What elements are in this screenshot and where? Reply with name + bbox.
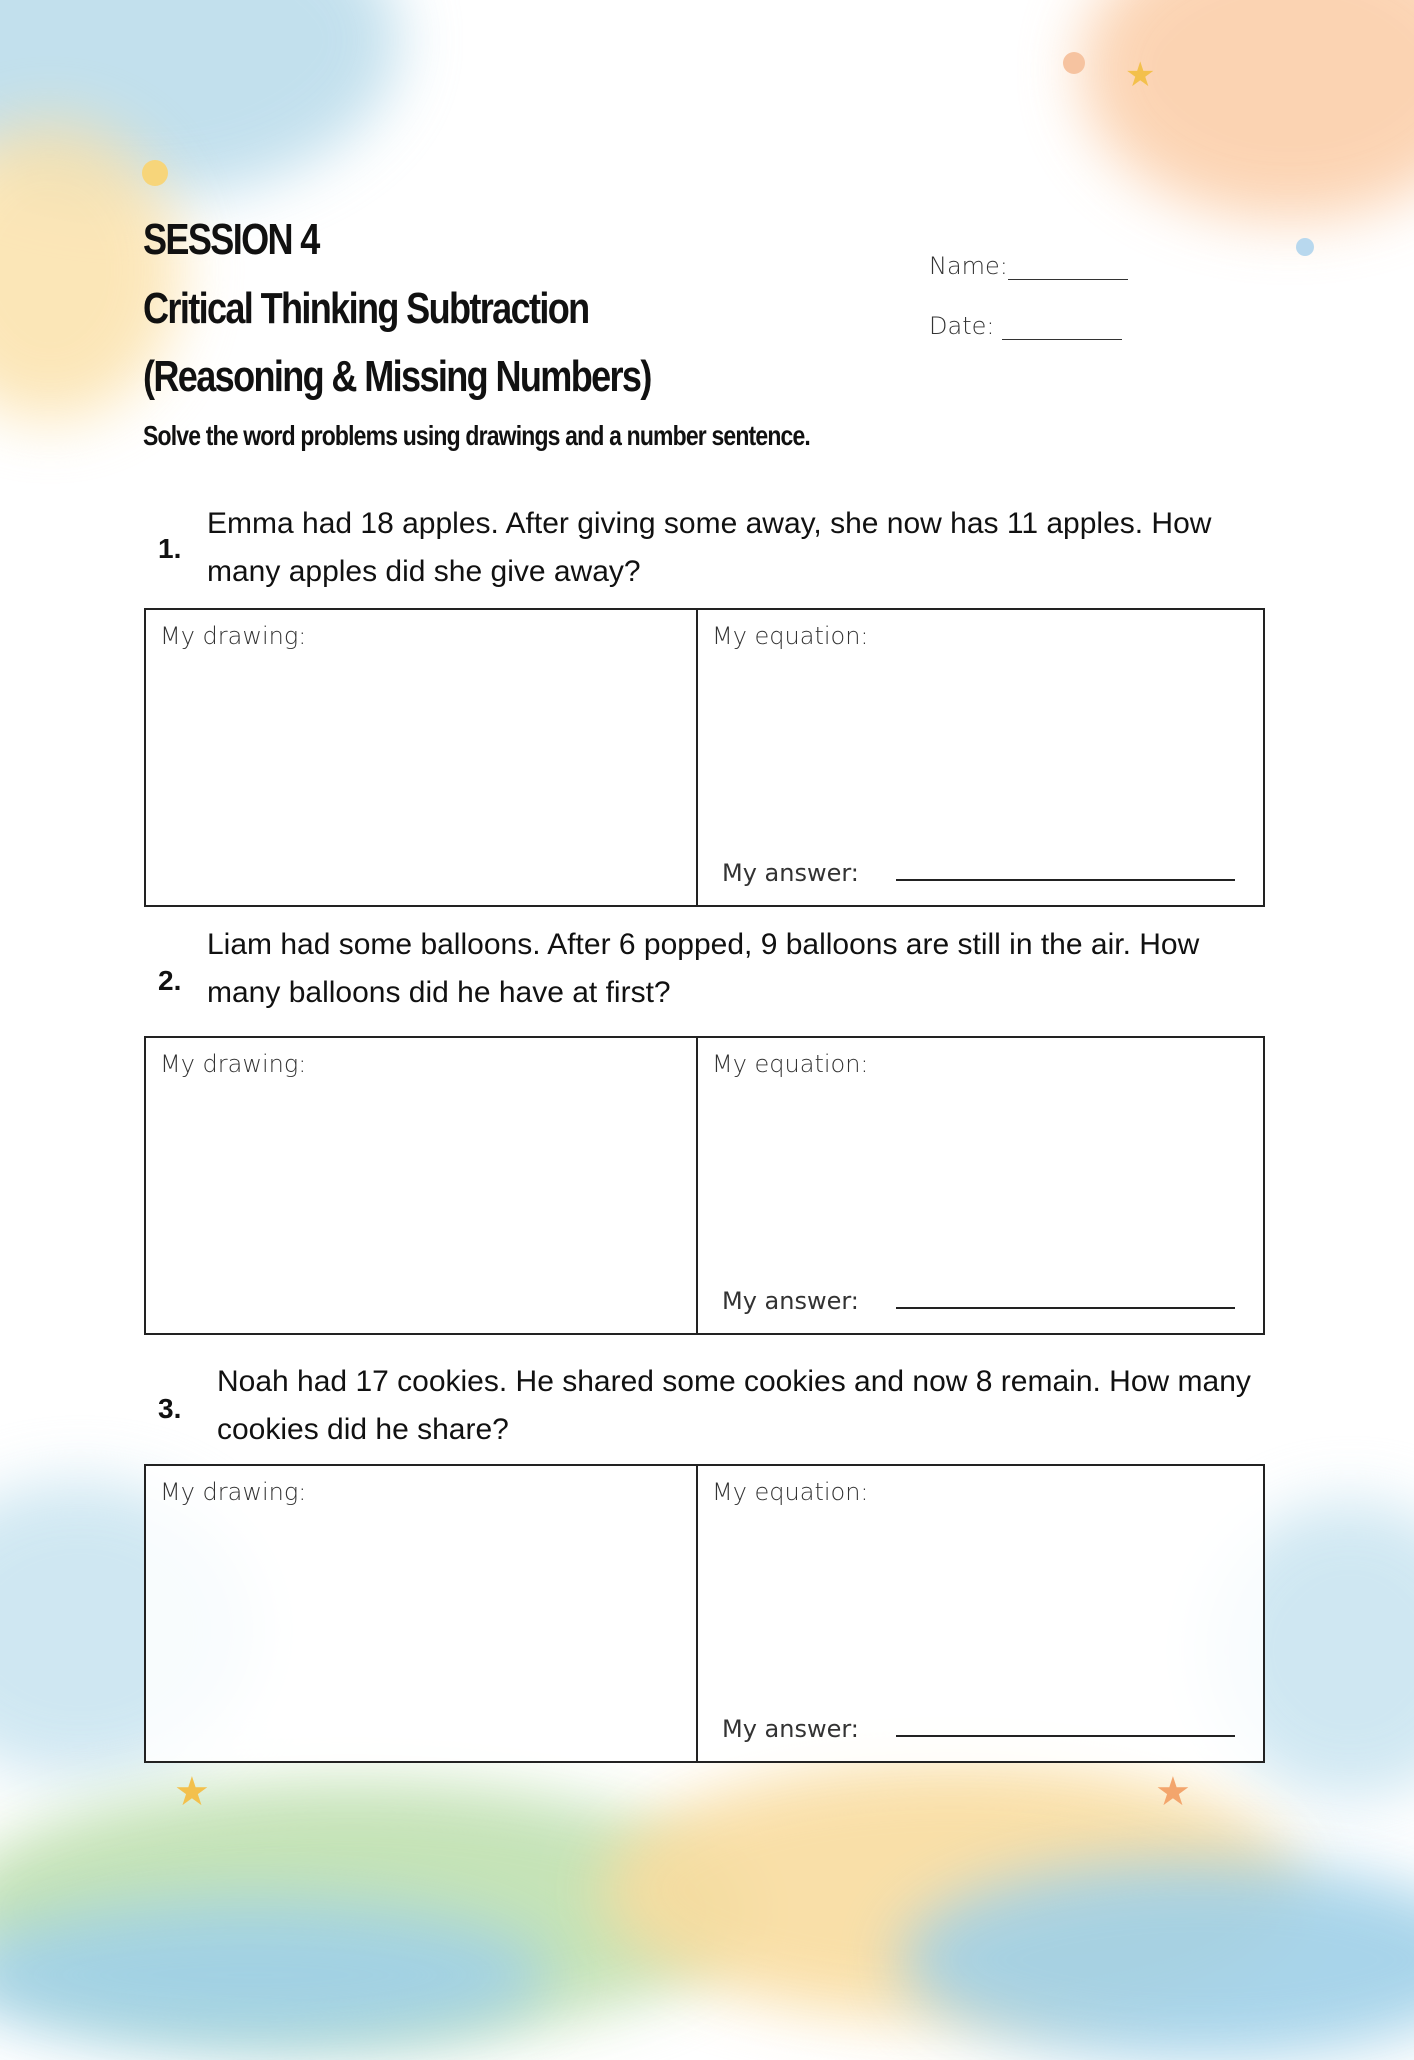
drawing-area[interactable] bbox=[146, 610, 698, 905]
answer-label: My answer: bbox=[722, 1287, 859, 1315]
question-number: 3. bbox=[158, 1393, 182, 1424]
question-line: many apples did she give away? bbox=[207, 555, 641, 588]
question-number: 1. bbox=[158, 533, 182, 564]
drawing-label: My drawing: bbox=[160, 1050, 307, 1078]
equation-area[interactable] bbox=[698, 1466, 1263, 1761]
instructions: Solve the word problems using drawings and a number sentence. bbox=[143, 420, 810, 451]
date-line[interactable] bbox=[1002, 319, 1122, 340]
answer-box bbox=[144, 608, 1265, 907]
answer-box bbox=[144, 1036, 1265, 1335]
page-title: Critical Thinking Subtraction bbox=[143, 284, 589, 333]
equation-area[interactable] bbox=[698, 610, 1263, 905]
name-line[interactable] bbox=[1008, 259, 1128, 280]
question-line: cookies did he share? bbox=[217, 1413, 509, 1446]
question-text bbox=[207, 500, 1267, 596]
date-label: Date: bbox=[929, 312, 995, 340]
equation-label: My equation: bbox=[712, 1478, 869, 1506]
question-text bbox=[207, 921, 1267, 1017]
answer-label: My answer: bbox=[722, 1715, 859, 1743]
answer-box bbox=[144, 1464, 1265, 1763]
star-icon: ★ bbox=[1125, 56, 1156, 94]
question-number: 2. bbox=[158, 965, 182, 996]
equation-area[interactable] bbox=[698, 1038, 1263, 1333]
answer-line[interactable] bbox=[896, 1307, 1235, 1309]
drawing-area[interactable] bbox=[146, 1466, 698, 1761]
drawing-label: My drawing: bbox=[160, 622, 307, 650]
answer-line[interactable] bbox=[896, 1735, 1235, 1737]
star-icon: ★ bbox=[174, 1770, 210, 1814]
question-line: Noah had 17 cookies. He shared some cookies and now 8 remain. How many bbox=[217, 1365, 1251, 1398]
answer-label: My answer: bbox=[722, 859, 859, 887]
drawing-area[interactable] bbox=[146, 1038, 698, 1333]
answer-line[interactable] bbox=[896, 879, 1235, 881]
drawing-label: My drawing: bbox=[160, 1478, 307, 1506]
equation-label: My equation: bbox=[712, 622, 869, 650]
name-label: Name: bbox=[929, 252, 1008, 280]
question-line: Emma had 18 apples. After giving some away, she now has 11 apples. How bbox=[207, 507, 1212, 540]
page-subtitle: (Reasoning & Missing Numbers) bbox=[143, 352, 651, 401]
date-field[interactable] bbox=[929, 312, 1122, 340]
question-line: Liam had some balloons. After 6 popped, 9 balloons are still in the air. How bbox=[207, 928, 1200, 961]
question-line: many balloons did he have at first? bbox=[207, 976, 671, 1009]
equation-label: My equation: bbox=[712, 1050, 869, 1078]
name-field[interactable] bbox=[929, 252, 1128, 280]
star-icon: ★ bbox=[1155, 1770, 1191, 1814]
session-label: SESSION 4 bbox=[143, 215, 319, 264]
question-text bbox=[217, 1358, 1277, 1454]
